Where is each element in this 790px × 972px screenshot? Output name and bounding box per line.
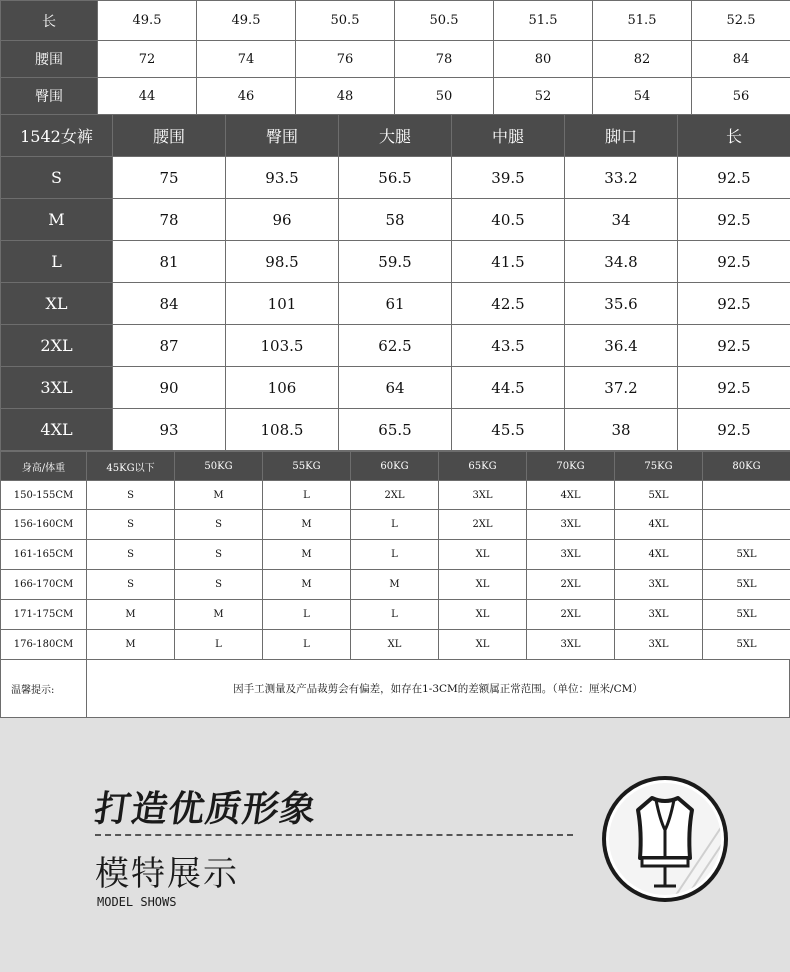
pants-table-cell: 56.5 bbox=[339, 157, 452, 199]
fit-header-cell: 65KG bbox=[439, 452, 527, 481]
fit-table-cell: S bbox=[87, 481, 175, 510]
pants-table-row bbox=[1, 283, 790, 325]
fit-table-cell: M bbox=[87, 630, 175, 660]
fit-table-cell: M bbox=[351, 570, 439, 600]
fit-table-cell: 5XL bbox=[615, 481, 703, 510]
pants-table-cell: 87 bbox=[113, 325, 226, 367]
top-table-cell: 51.5 bbox=[494, 1, 593, 41]
height-label: 166-170CM bbox=[1, 570, 87, 600]
fit-table-cell: 3XL bbox=[439, 481, 527, 510]
banner-title: 打造优质形象 bbox=[91, 789, 320, 830]
model-show-banner bbox=[0, 718, 790, 972]
fit-table-cell: 3XL bbox=[615, 570, 703, 600]
top-size-table bbox=[0, 0, 790, 115]
fit-header-cell: 50KG bbox=[175, 452, 263, 481]
fit-table-row bbox=[1, 570, 790, 600]
top-table-cell: 50.5 bbox=[395, 1, 494, 41]
size-label: XL bbox=[1, 283, 113, 325]
pants-header-cell: 臀围 bbox=[226, 115, 339, 157]
fit-table-cell: 3XL bbox=[527, 630, 615, 660]
top-row-label: 长 bbox=[1, 1, 98, 41]
fit-table-cell: 3XL bbox=[527, 510, 615, 540]
fit-table-cell: XL bbox=[439, 600, 527, 630]
pants-table-cell: 103.5 bbox=[226, 325, 339, 367]
banner-english-title: MODEL SHOWS bbox=[97, 895, 177, 909]
fit-table-cell: 4XL bbox=[527, 481, 615, 510]
fit-table-cell: 5XL bbox=[703, 600, 790, 630]
dress-form-icon bbox=[600, 774, 730, 904]
pants-table-row bbox=[1, 241, 790, 283]
fit-table-cell: M bbox=[87, 600, 175, 630]
top-row-label: 腰围 bbox=[1, 41, 98, 78]
fit-table-cell: L bbox=[351, 600, 439, 630]
top-table-cell: 49.5 bbox=[197, 1, 296, 41]
fit-table-row bbox=[1, 630, 790, 660]
fit-table-cell: L bbox=[263, 600, 351, 630]
fit-table-cell: 4XL bbox=[615, 510, 703, 540]
top-table-cell: 50 bbox=[395, 78, 494, 115]
fit-table-cell: 5XL bbox=[703, 570, 790, 600]
fit-table-cell bbox=[703, 510, 790, 540]
tip-label: 温馨提示: bbox=[1, 660, 87, 717]
pants-table-cell: 37.2 bbox=[565, 367, 678, 409]
fit-table-cell: M bbox=[263, 540, 351, 570]
top-table-cell: 78 bbox=[395, 41, 494, 78]
pants-table-cell: 38 bbox=[565, 409, 678, 451]
fit-table-row bbox=[1, 540, 790, 570]
fit-table-cell: 2XL bbox=[439, 510, 527, 540]
fit-table-cell: S bbox=[87, 540, 175, 570]
fit-table-corner: 身高/体重 bbox=[1, 452, 87, 481]
pants-table-cell: 78 bbox=[113, 199, 226, 241]
height-label: 150-155CM bbox=[1, 481, 87, 510]
pants-table-cell: 84 bbox=[113, 283, 226, 325]
fit-table-cell: L bbox=[263, 481, 351, 510]
pants-table-cell: 81 bbox=[113, 241, 226, 283]
fit-table-cell: 2XL bbox=[351, 481, 439, 510]
pants-table-cell: 93.5 bbox=[226, 157, 339, 199]
pants-table-cell: 108.5 bbox=[226, 409, 339, 451]
fit-table-row bbox=[1, 481, 790, 510]
fit-table-cell bbox=[703, 481, 790, 510]
height-label: 161-165CM bbox=[1, 540, 87, 570]
pants-table-row bbox=[1, 409, 790, 451]
tip-text: 因手工测量及产品裁剪会有偏差，如存在1-3CM的差额属正常范围。（单位：厘米/CM） bbox=[233, 683, 643, 695]
top-table-cell: 48 bbox=[296, 78, 395, 115]
fit-table-row bbox=[1, 600, 790, 630]
fit-table-row bbox=[1, 510, 790, 540]
tip-row bbox=[0, 660, 790, 718]
top-row-label: 臀围 bbox=[1, 78, 98, 115]
top-table-row bbox=[1, 78, 790, 115]
fit-table-cell: M bbox=[175, 481, 263, 510]
pants-table-cell: 64 bbox=[339, 367, 452, 409]
size-label: L bbox=[1, 241, 113, 283]
pants-header-cell: 腰围 bbox=[113, 115, 226, 157]
pants-table-corner: 1542女裤 bbox=[1, 115, 113, 157]
top-table-cell: 52 bbox=[494, 78, 593, 115]
top-table-cell: 44 bbox=[98, 78, 197, 115]
pants-size-table bbox=[0, 114, 790, 451]
fit-table-cell: 2XL bbox=[527, 600, 615, 630]
top-table-cell: 80 bbox=[494, 41, 593, 78]
pants-table-cell: 98.5 bbox=[226, 241, 339, 283]
pants-table-cell: 106 bbox=[226, 367, 339, 409]
pants-table-cell: 92.5 bbox=[678, 283, 790, 325]
pants-header-cell: 长 bbox=[678, 115, 790, 157]
pants-table-cell: 34.8 bbox=[565, 241, 678, 283]
pants-header-cell: 中腿 bbox=[452, 115, 565, 157]
size-label: 2XL bbox=[1, 325, 113, 367]
fit-table-cell: 4XL bbox=[615, 540, 703, 570]
fit-header-cell: 55KG bbox=[263, 452, 351, 481]
fit-table-cell: XL bbox=[439, 630, 527, 660]
fit-table-cell: M bbox=[263, 570, 351, 600]
pants-table-cell: 62.5 bbox=[339, 325, 452, 367]
pants-header-cell: 大腿 bbox=[339, 115, 452, 157]
pants-table-cell: 44.5 bbox=[452, 367, 565, 409]
top-table-cell: 52.5 bbox=[692, 1, 790, 41]
pants-table-row bbox=[1, 325, 790, 367]
pants-table-cell: 35.6 bbox=[565, 283, 678, 325]
pants-table-cell: 41.5 bbox=[452, 241, 565, 283]
pants-table-cell: 33.2 bbox=[565, 157, 678, 199]
pants-table-cell: 45.5 bbox=[452, 409, 565, 451]
fit-table-cell: S bbox=[175, 570, 263, 600]
pants-table-cell: 96 bbox=[226, 199, 339, 241]
fit-table-cell: 5XL bbox=[703, 540, 790, 570]
top-table-cell: 49.5 bbox=[98, 1, 197, 41]
pants-table-cell: 39.5 bbox=[452, 157, 565, 199]
fit-header-cell: 75KG bbox=[615, 452, 703, 481]
pants-table-cell: 34 bbox=[565, 199, 678, 241]
fit-table-cell: S bbox=[87, 570, 175, 600]
fit-table-cell: L bbox=[263, 630, 351, 660]
top-table-cell: 72 bbox=[98, 41, 197, 78]
banner-subtitle: 模特展示 bbox=[95, 854, 239, 894]
pants-table-cell: 61 bbox=[339, 283, 452, 325]
fit-header-row bbox=[1, 452, 790, 481]
pants-table-cell: 93 bbox=[113, 409, 226, 451]
fit-table-cell: 5XL bbox=[703, 630, 790, 660]
pants-table-cell: 92.5 bbox=[678, 241, 790, 283]
fit-table-cell: S bbox=[175, 510, 263, 540]
top-table-cell: 76 bbox=[296, 41, 395, 78]
size-label: S bbox=[1, 157, 113, 199]
pants-table-cell: 90 bbox=[113, 367, 226, 409]
top-table-cell: 46 bbox=[197, 78, 296, 115]
pants-table-cell: 92.5 bbox=[678, 325, 790, 367]
fit-table-cell: L bbox=[351, 510, 439, 540]
height-label: 171-175CM bbox=[1, 600, 87, 630]
fit-table-cell: XL bbox=[439, 540, 527, 570]
top-table-cell: 82 bbox=[593, 41, 692, 78]
pants-table-cell: 92.5 bbox=[678, 157, 790, 199]
dotted-divider bbox=[95, 834, 573, 836]
size-label: M bbox=[1, 199, 113, 241]
fit-table-cell: L bbox=[351, 540, 439, 570]
fit-header-cell: 70KG bbox=[527, 452, 615, 481]
pants-table-row bbox=[1, 199, 790, 241]
pants-table-row bbox=[1, 157, 790, 199]
pants-table-cell: 92.5 bbox=[678, 409, 790, 451]
pants-table-cell: 92.5 bbox=[678, 367, 790, 409]
fit-table-cell: 3XL bbox=[615, 600, 703, 630]
fit-table-cell: S bbox=[175, 540, 263, 570]
fit-header-cell: 45KG以下 bbox=[87, 452, 175, 481]
fit-table-cell: L bbox=[175, 630, 263, 660]
pants-header-cell: 脚口 bbox=[565, 115, 678, 157]
fit-table-cell: 3XL bbox=[615, 630, 703, 660]
top-table-row bbox=[1, 1, 790, 41]
fit-table-cell: S bbox=[87, 510, 175, 540]
size-label: 4XL bbox=[1, 409, 113, 451]
pants-table-cell: 75 bbox=[113, 157, 226, 199]
fit-table-cell: 3XL bbox=[527, 540, 615, 570]
fit-header-cell: 60KG bbox=[351, 452, 439, 481]
top-table-cell: 50.5 bbox=[296, 1, 395, 41]
pants-table-row bbox=[1, 367, 790, 409]
top-table-cell: 74 bbox=[197, 41, 296, 78]
top-table-cell: 56 bbox=[692, 78, 790, 115]
top-table-cell: 51.5 bbox=[593, 1, 692, 41]
top-table-cell: 54 bbox=[593, 78, 692, 115]
pants-table-cell: 40.5 bbox=[452, 199, 565, 241]
pants-table-cell: 43.5 bbox=[452, 325, 565, 367]
top-table-row bbox=[1, 41, 790, 78]
pants-table-cell: 42.5 bbox=[452, 283, 565, 325]
pants-table-cell: 36.4 bbox=[565, 325, 678, 367]
top-table-cell: 84 bbox=[692, 41, 790, 78]
pants-header-row bbox=[1, 115, 790, 157]
height-label: 156-160CM bbox=[1, 510, 87, 540]
fit-table-cell: M bbox=[263, 510, 351, 540]
pants-table-cell: 59.5 bbox=[339, 241, 452, 283]
fit-header-cell: 80KG bbox=[703, 452, 790, 481]
fit-table-cell: 2XL bbox=[527, 570, 615, 600]
fit-table-cell: XL bbox=[439, 570, 527, 600]
pants-table-cell: 101 bbox=[226, 283, 339, 325]
pants-table-cell: 92.5 bbox=[678, 199, 790, 241]
fit-table-cell: XL bbox=[351, 630, 439, 660]
fit-table-cell: M bbox=[175, 600, 263, 630]
pants-table-cell: 58 bbox=[339, 199, 452, 241]
pants-table-cell: 65.5 bbox=[339, 409, 452, 451]
height-label: 176-180CM bbox=[1, 630, 87, 660]
fit-table bbox=[0, 451, 790, 660]
size-label: 3XL bbox=[1, 367, 113, 409]
